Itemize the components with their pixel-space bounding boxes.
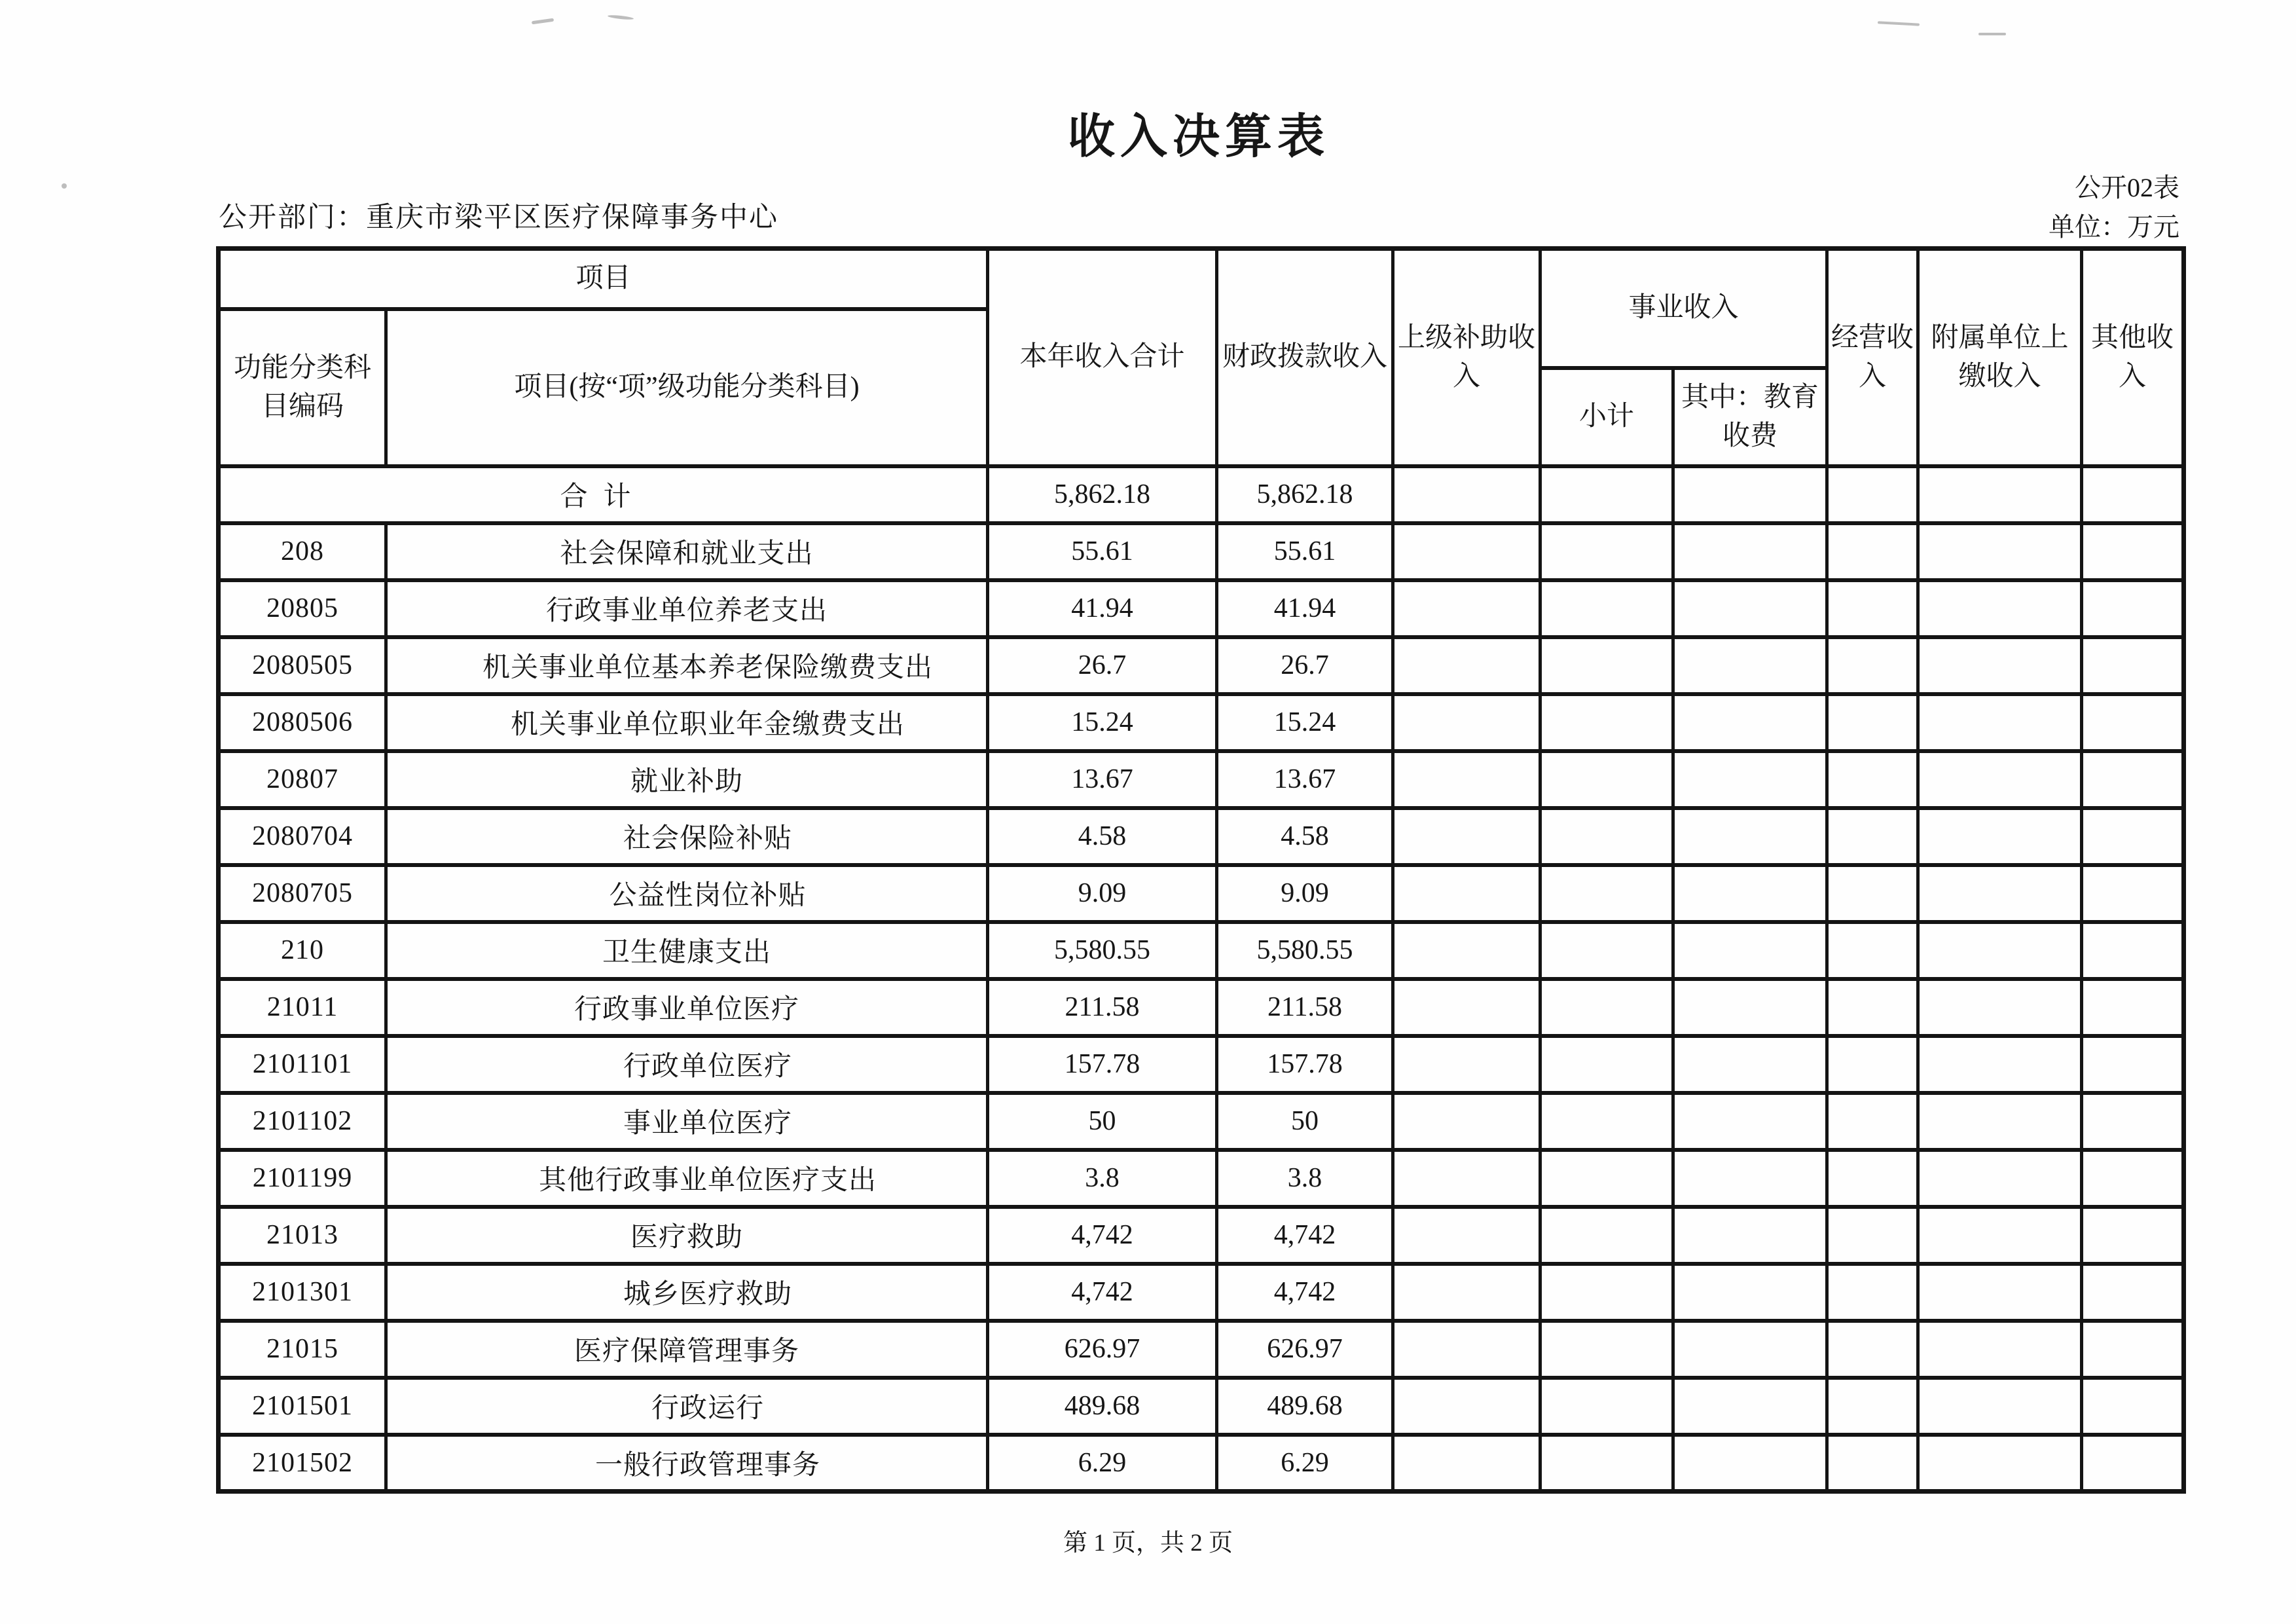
cell-other bbox=[2082, 1435, 2184, 1492]
cell-affiliated bbox=[1918, 580, 2082, 637]
cell-operating bbox=[1827, 1036, 1918, 1093]
scan-artifact bbox=[1878, 21, 1920, 26]
cell-fiscal: 9.09 bbox=[1217, 865, 1393, 922]
cell-business-edu bbox=[1673, 580, 1827, 637]
cell-other bbox=[2082, 1150, 2184, 1207]
cell-total: 26.7 bbox=[988, 637, 1217, 694]
cell-code: 21013 bbox=[219, 1207, 386, 1264]
total-row-total: 5,862.18 bbox=[988, 466, 1217, 523]
cell-operating bbox=[1827, 1378, 1918, 1435]
table-row bbox=[219, 979, 2184, 1036]
cell-operating bbox=[1827, 694, 1918, 751]
page-title: 收入决算表 bbox=[1067, 111, 1330, 163]
cell-superior bbox=[1393, 1093, 1540, 1150]
table-row bbox=[219, 694, 2184, 751]
cell-business-edu bbox=[1673, 979, 1827, 1036]
total-row-superior bbox=[1393, 466, 1540, 523]
table-row bbox=[219, 580, 2184, 637]
cell-other bbox=[2082, 637, 2184, 694]
cell-affiliated bbox=[1918, 1378, 2082, 1435]
cell-business-subtotal bbox=[1540, 1036, 1673, 1093]
cell-business-edu bbox=[1673, 1264, 1827, 1321]
cell-superior bbox=[1393, 1150, 1540, 1207]
header-operating-income: 经营收入 bbox=[1827, 249, 1918, 466]
header-business-subtotal: 小计 bbox=[1540, 368, 1673, 466]
table-row bbox=[219, 865, 2184, 922]
department-label: 公开部门：重庆市梁平区医疗保障事务中心 bbox=[219, 202, 778, 233]
total-row-business-subtotal bbox=[1540, 466, 1673, 523]
cell-operating bbox=[1827, 1321, 1918, 1378]
cell-business-edu bbox=[1673, 1207, 1827, 1264]
header-item-name: 项目(按“项”级功能分类科目) bbox=[386, 309, 988, 466]
cell-fiscal: 15.24 bbox=[1217, 694, 1393, 751]
cell-business-subtotal bbox=[1540, 580, 1673, 637]
cell-item: 行政单位医疗 bbox=[386, 1036, 988, 1093]
cell-code: 2101301 bbox=[219, 1264, 386, 1321]
cell-other bbox=[2082, 1321, 2184, 1378]
cell-affiliated bbox=[1918, 865, 2082, 922]
cell-other bbox=[2082, 1378, 2184, 1435]
cell-operating bbox=[1827, 1264, 1918, 1321]
cell-business-edu bbox=[1673, 1378, 1827, 1435]
cell-fiscal: 6.29 bbox=[1217, 1435, 1393, 1492]
header-business-income-group: 事业收入 bbox=[1540, 249, 1827, 368]
cell-business-subtotal bbox=[1540, 523, 1673, 580]
cell-operating bbox=[1827, 523, 1918, 580]
cell-superior bbox=[1393, 922, 1540, 979]
table-row bbox=[219, 1264, 2184, 1321]
cell-affiliated bbox=[1918, 922, 2082, 979]
cell-affiliated bbox=[1918, 1321, 2082, 1378]
cell-other bbox=[2082, 1207, 2184, 1264]
cell-code: 2080505 bbox=[219, 637, 386, 694]
table-row bbox=[219, 1378, 2184, 1435]
cell-superior bbox=[1393, 1321, 1540, 1378]
cell-total: 211.58 bbox=[988, 979, 1217, 1036]
cell-operating bbox=[1827, 979, 1918, 1036]
cell-superior bbox=[1393, 1435, 1540, 1492]
table-row bbox=[219, 1435, 2184, 1492]
cell-code: 2080705 bbox=[219, 865, 386, 922]
cell-code: 21011 bbox=[219, 979, 386, 1036]
scan-artifact bbox=[62, 183, 67, 189]
header-business-education-fee: 其中：教育收费 bbox=[1673, 368, 1827, 466]
cell-item: 卫生健康支出 bbox=[386, 922, 988, 979]
cell-affiliated bbox=[1918, 694, 2082, 751]
header-project-group: 项目 bbox=[219, 249, 988, 309]
cell-other bbox=[2082, 979, 2184, 1036]
cell-operating bbox=[1827, 1207, 1918, 1264]
cell-business-subtotal bbox=[1540, 751, 1673, 808]
cell-operating bbox=[1827, 751, 1918, 808]
cell-affiliated bbox=[1918, 751, 2082, 808]
cell-business-subtotal bbox=[1540, 637, 1673, 694]
cell-item: 一般行政管理事务 bbox=[386, 1435, 988, 1492]
cell-operating bbox=[1827, 1435, 1918, 1492]
table-row bbox=[219, 523, 2184, 580]
table-code-label: 公开02表 bbox=[2075, 173, 2179, 202]
cell-fiscal: 626.97 bbox=[1217, 1321, 1393, 1378]
cell-business-subtotal bbox=[1540, 694, 1673, 751]
cell-total: 489.68 bbox=[988, 1378, 1217, 1435]
cell-other bbox=[2082, 694, 2184, 751]
cell-affiliated bbox=[1918, 1207, 2082, 1264]
table-header bbox=[219, 249, 2184, 466]
cell-item: 事业单位医疗 bbox=[386, 1093, 988, 1150]
cell-total: 5,580.55 bbox=[988, 922, 1217, 979]
cell-item: 机关事业单位基本养老保险缴费支出 bbox=[386, 637, 988, 694]
cell-superior bbox=[1393, 1036, 1540, 1093]
table-row bbox=[219, 1036, 2184, 1093]
cell-business-edu bbox=[1673, 922, 1827, 979]
cell-affiliated bbox=[1918, 637, 2082, 694]
cell-fiscal: 4,742 bbox=[1217, 1207, 1393, 1264]
cell-operating bbox=[1827, 637, 1918, 694]
cell-total: 3.8 bbox=[988, 1150, 1217, 1207]
total-row-business-edu bbox=[1673, 466, 1827, 523]
cell-fiscal: 5,580.55 bbox=[1217, 922, 1393, 979]
cell-total: 4,742 bbox=[988, 1264, 1217, 1321]
cell-total: 50 bbox=[988, 1093, 1217, 1150]
table-row bbox=[219, 637, 2184, 694]
cell-affiliated bbox=[1918, 1093, 2082, 1150]
cell-code: 20807 bbox=[219, 751, 386, 808]
cell-other bbox=[2082, 523, 2184, 580]
cell-other bbox=[2082, 751, 2184, 808]
unit-label: 单位：万元 bbox=[2049, 212, 2179, 242]
cell-fiscal: 157.78 bbox=[1217, 1036, 1393, 1093]
cell-code: 210 bbox=[219, 922, 386, 979]
cell-business-subtotal bbox=[1540, 922, 1673, 979]
cell-total: 41.94 bbox=[988, 580, 1217, 637]
total-row bbox=[219, 466, 2184, 523]
cell-total: 157.78 bbox=[988, 1036, 1217, 1093]
table-row bbox=[219, 751, 2184, 808]
cell-code: 2101501 bbox=[219, 1378, 386, 1435]
header-affiliated-income: 附属单位上缴收入 bbox=[1918, 249, 2082, 466]
table-row bbox=[219, 1150, 2184, 1207]
cell-item: 其他行政事业单位医疗支出 bbox=[386, 1150, 988, 1207]
cell-superior bbox=[1393, 865, 1540, 922]
cell-item: 行政运行 bbox=[386, 1378, 988, 1435]
cell-operating bbox=[1827, 808, 1918, 865]
cell-fiscal: 26.7 bbox=[1217, 637, 1393, 694]
cell-item: 机关事业单位职业年金缴费支出 bbox=[386, 694, 988, 751]
cell-business-edu bbox=[1673, 637, 1827, 694]
cell-operating bbox=[1827, 1093, 1918, 1150]
cell-business-subtotal bbox=[1540, 1150, 1673, 1207]
cell-code: 208 bbox=[219, 523, 386, 580]
cell-operating bbox=[1827, 922, 1918, 979]
cell-fiscal: 3.8 bbox=[1217, 1150, 1393, 1207]
cell-total: 55.61 bbox=[988, 523, 1217, 580]
header-total-income: 本年收入合计 bbox=[988, 249, 1217, 466]
cell-code: 2080704 bbox=[219, 808, 386, 865]
scan-artifact bbox=[608, 14, 634, 20]
cell-business-subtotal bbox=[1540, 1321, 1673, 1378]
cell-item: 行政事业单位医疗 bbox=[386, 979, 988, 1036]
cell-business-subtotal bbox=[1540, 1093, 1673, 1150]
table-body bbox=[219, 466, 2184, 1492]
cell-business-subtotal bbox=[1540, 1378, 1673, 1435]
cell-other bbox=[2082, 1093, 2184, 1150]
table-row bbox=[219, 1207, 2184, 1264]
cell-item: 医疗救助 bbox=[386, 1207, 988, 1264]
cell-business-edu bbox=[1673, 523, 1827, 580]
table-row bbox=[219, 922, 2184, 979]
cell-business-subtotal bbox=[1540, 1264, 1673, 1321]
cell-fiscal: 4,742 bbox=[1217, 1264, 1393, 1321]
cell-superior bbox=[1393, 694, 1540, 751]
cell-item: 就业补助 bbox=[386, 751, 988, 808]
cell-business-edu bbox=[1673, 751, 1827, 808]
cell-business-subtotal bbox=[1540, 979, 1673, 1036]
cell-code: 2101502 bbox=[219, 1435, 386, 1492]
cell-fiscal: 50 bbox=[1217, 1093, 1393, 1150]
cell-superior bbox=[1393, 751, 1540, 808]
cell-business-subtotal bbox=[1540, 865, 1673, 922]
cell-business-subtotal bbox=[1540, 1207, 1673, 1264]
total-row-affiliated bbox=[1918, 466, 2082, 523]
cell-other bbox=[2082, 922, 2184, 979]
cell-superior bbox=[1393, 1264, 1540, 1321]
cell-business-subtotal bbox=[1540, 808, 1673, 865]
cell-code: 21015 bbox=[219, 1321, 386, 1378]
cell-affiliated bbox=[1918, 1036, 2082, 1093]
cell-operating bbox=[1827, 865, 1918, 922]
cell-other bbox=[2082, 1264, 2184, 1321]
total-row-fiscal: 5,862.18 bbox=[1217, 466, 1393, 523]
header-function-code: 功能分类科目编码 bbox=[219, 309, 386, 466]
header-fiscal-appropriation: 财政拨款收入 bbox=[1217, 249, 1393, 466]
table-row bbox=[219, 1093, 2184, 1150]
total-row-operating bbox=[1827, 466, 1918, 523]
cell-superior bbox=[1393, 637, 1540, 694]
cell-operating bbox=[1827, 1150, 1918, 1207]
cell-affiliated bbox=[1918, 808, 2082, 865]
scan-artifact bbox=[532, 18, 554, 25]
cell-code: 2080506 bbox=[219, 694, 386, 751]
scan-artifact bbox=[1978, 33, 2006, 35]
cell-affiliated bbox=[1918, 1150, 2082, 1207]
cell-code: 2101102 bbox=[219, 1093, 386, 1150]
cell-total: 626.97 bbox=[988, 1321, 1217, 1378]
cell-superior bbox=[1393, 1378, 1540, 1435]
cell-item: 医疗保障管理事务 bbox=[386, 1321, 988, 1378]
cell-fiscal: 55.61 bbox=[1217, 523, 1393, 580]
table-row bbox=[219, 1321, 2184, 1378]
cell-code: 2101101 bbox=[219, 1036, 386, 1093]
cell-fiscal: 41.94 bbox=[1217, 580, 1393, 637]
cell-superior bbox=[1393, 979, 1540, 1036]
cell-superior bbox=[1393, 523, 1540, 580]
cell-total: 6.29 bbox=[988, 1435, 1217, 1492]
cell-fiscal: 13.67 bbox=[1217, 751, 1393, 808]
cell-other bbox=[2082, 808, 2184, 865]
cell-superior bbox=[1393, 1207, 1540, 1264]
cell-business-edu bbox=[1673, 1321, 1827, 1378]
cell-total: 13.67 bbox=[988, 751, 1217, 808]
cell-business-subtotal bbox=[1540, 1435, 1673, 1492]
cell-item: 行政事业单位养老支出 bbox=[386, 580, 988, 637]
total-row-label: 合计 bbox=[219, 466, 988, 523]
cell-fiscal: 489.68 bbox=[1217, 1378, 1393, 1435]
income-table bbox=[216, 246, 2186, 1494]
cell-affiliated bbox=[1918, 523, 2082, 580]
header-other-income: 其他收入 bbox=[2082, 249, 2184, 466]
header-superior-subsidy: 上级补助收入 bbox=[1393, 249, 1540, 466]
cell-business-edu bbox=[1673, 808, 1827, 865]
cell-item: 社会保障和就业支出 bbox=[386, 523, 988, 580]
cell-business-edu bbox=[1673, 1435, 1827, 1492]
cell-affiliated bbox=[1918, 979, 2082, 1036]
cell-fiscal: 211.58 bbox=[1217, 979, 1393, 1036]
page-footer: 第 1 页，共 2 页 bbox=[1063, 1530, 1233, 1557]
cell-business-edu bbox=[1673, 1150, 1827, 1207]
cell-other bbox=[2082, 865, 2184, 922]
cell-business-edu bbox=[1673, 1036, 1827, 1093]
cell-total: 4.58 bbox=[988, 808, 1217, 865]
cell-code: 20805 bbox=[219, 580, 386, 637]
cell-other bbox=[2082, 580, 2184, 637]
cell-affiliated bbox=[1918, 1435, 2082, 1492]
total-row-other bbox=[2082, 466, 2184, 523]
cell-business-edu bbox=[1673, 1093, 1827, 1150]
cell-code: 2101199 bbox=[219, 1150, 386, 1207]
cell-business-edu bbox=[1673, 694, 1827, 751]
cell-superior bbox=[1393, 808, 1540, 865]
cell-total: 9.09 bbox=[988, 865, 1217, 922]
cell-item: 社会保险补贴 bbox=[386, 808, 988, 865]
cell-affiliated bbox=[1918, 1264, 2082, 1321]
cell-item: 城乡医疗救助 bbox=[386, 1264, 988, 1321]
cell-superior bbox=[1393, 580, 1540, 637]
cell-fiscal: 4.58 bbox=[1217, 808, 1393, 865]
cell-total: 4,742 bbox=[988, 1207, 1217, 1264]
cell-business-edu bbox=[1673, 865, 1827, 922]
table-row bbox=[219, 808, 2184, 865]
cell-total: 15.24 bbox=[988, 694, 1217, 751]
cell-other bbox=[2082, 1036, 2184, 1093]
cell-item: 公益性岗位补贴 bbox=[386, 865, 988, 922]
cell-operating bbox=[1827, 580, 1918, 637]
